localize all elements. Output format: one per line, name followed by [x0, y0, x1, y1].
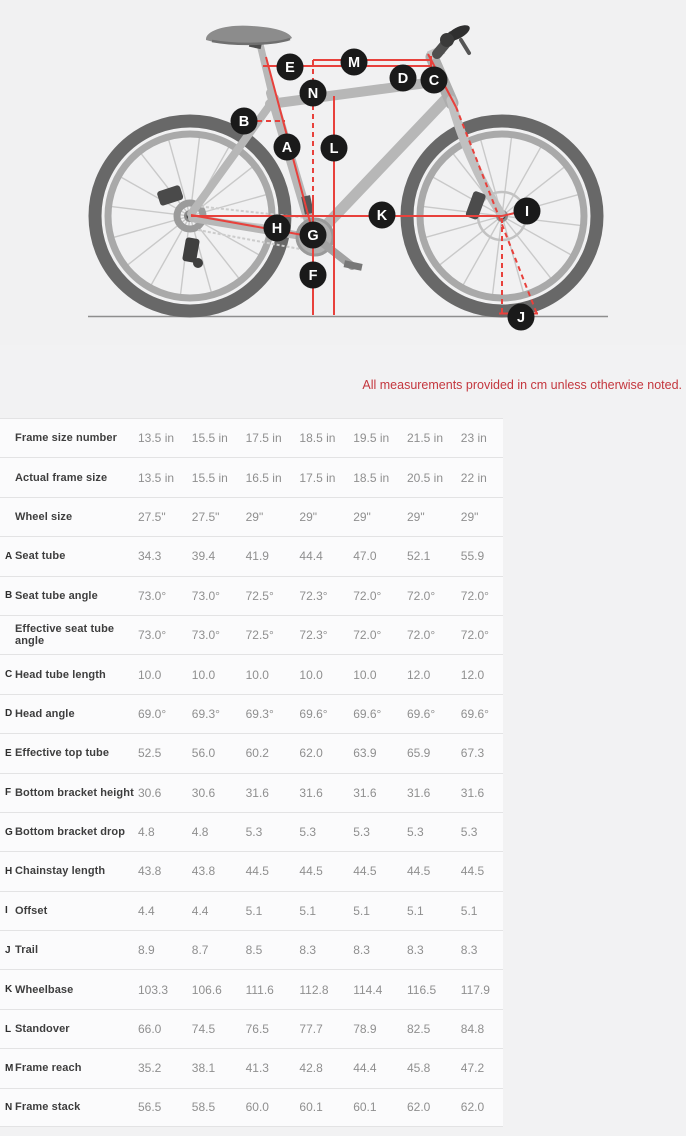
row-letter: G [5, 826, 13, 838]
table-row [0, 457, 503, 496]
row-label: Seat tube [15, 550, 66, 563]
row-letter: H [5, 865, 13, 877]
row-label: Frame stack [15, 1101, 81, 1114]
row-value: 112.8 [299, 982, 329, 997]
row-value: 44.5 [353, 864, 377, 879]
row-value: 44.5 [299, 864, 323, 879]
row-value: 31.6 [353, 785, 377, 800]
row-value: 13.5 in [138, 470, 175, 485]
diagram-label-text-C: C [428, 73, 440, 90]
row-value: 15.5 in [191, 470, 228, 485]
table-row [0, 969, 503, 1008]
row-value: 31.6 [406, 785, 431, 800]
row-value: 19.5 in [353, 431, 390, 446]
row-label: Frame size number [15, 432, 117, 445]
row-value: 44.4 [299, 549, 323, 564]
diagram-label-text-M: M [347, 55, 361, 72]
row-value: 63.9 [353, 746, 377, 761]
row-value: 5.1 [353, 903, 370, 918]
row-value: 23 in [460, 431, 487, 446]
diagram-label-text-G: G [307, 228, 319, 245]
row-value: 45.8 [406, 1061, 431, 1076]
row-value: 82.5 [406, 1022, 431, 1037]
row-value: 5.3 [299, 825, 317, 840]
row-letter: J [5, 944, 11, 956]
bike-geometry-diagram [0, 0, 686, 345]
row-value: 72.5° [245, 588, 274, 603]
row-value: 21.5 in [406, 431, 444, 446]
row-value: 52.1 [406, 549, 431, 564]
row-value: 35.2 [138, 1061, 162, 1076]
row-value: 76.5 [245, 1022, 269, 1037]
row-value: 111.6 [245, 982, 274, 997]
row-value: 4.8 [138, 825, 155, 840]
diagram-label-text-F: F [308, 268, 318, 285]
row-label: Seat tube angle [15, 589, 98, 602]
row-value: 38.1 [191, 1061, 216, 1076]
measurement-note-row [0, 345, 686, 418]
row-letter: C [5, 669, 13, 681]
row-value: 8.3 [460, 943, 478, 958]
row-value: 8.9 [138, 943, 155, 958]
row-value: 72.0° [460, 588, 489, 603]
row-value: 29" [406, 509, 425, 524]
row-value: 10.0 [353, 667, 377, 682]
diagram-label-text-B: B [238, 114, 250, 131]
row-value: 27.5" [138, 509, 166, 524]
diagram-label-text-I: I [524, 204, 530, 221]
row-value: 5.1 [460, 903, 478, 918]
row-label: Effective seat tube angle [15, 623, 115, 648]
row-value: 5.1 [406, 903, 424, 918]
row-value: 5.3 [245, 825, 263, 840]
row-value: 72.3° [299, 588, 328, 603]
row-label: Frame reach [15, 1062, 82, 1075]
row-label: Chainstay length [15, 865, 106, 878]
row-value: 13.5 in [138, 431, 175, 446]
row-value: 8.3 [406, 943, 424, 958]
row-value: 114.4 [353, 982, 383, 997]
row-value: 41.3 [245, 1061, 269, 1076]
table-row [0, 812, 503, 851]
table-row [0, 576, 503, 615]
row-value: 72.0° [460, 628, 489, 643]
row-value: 29" [245, 509, 264, 524]
row-value: 60.1 [353, 1100, 377, 1115]
row-value: 77.7 [299, 1022, 323, 1037]
table-row [0, 773, 503, 812]
line-chainstay [191, 215, 314, 237]
row-value: 4.4 [138, 903, 155, 918]
row-value: 12.0 [460, 667, 485, 682]
row-value: 47.2 [460, 1061, 485, 1076]
table-row [0, 1088, 503, 1127]
row-label: Standover [15, 1023, 70, 1036]
row-label: Bottom bracket drop [15, 826, 126, 839]
row-label: Offset [15, 904, 48, 917]
row-value: 72.0° [406, 628, 436, 643]
row-value: 29" [353, 509, 371, 524]
row-value: 39.4 [191, 549, 216, 564]
diagram-label-text-A: A [281, 140, 293, 157]
row-value: 60.0 [245, 1100, 269, 1115]
row-value: 69.6° [460, 706, 489, 721]
row-value: 15.5 in [191, 431, 228, 446]
row-value: 44.5 [406, 864, 431, 879]
row-value: 16.5 in [245, 470, 282, 485]
row-value: 58.5 [191, 1100, 216, 1115]
row-value: 29" [460, 509, 479, 524]
diagram-label-text-N: N [307, 86, 319, 103]
row-value: 78.9 [353, 1022, 377, 1037]
row-value: 73.0° [138, 628, 167, 643]
row-label: Wheelbase [15, 983, 74, 996]
row-value: 72.5° [245, 628, 274, 643]
row-value: 10.0 [191, 667, 216, 682]
row-value: 29" [299, 509, 317, 524]
row-value: 69.6° [299, 706, 328, 721]
row-value: 67.3 [460, 746, 485, 761]
row-value: 17.5 in [299, 470, 336, 485]
row-value: 106.6 [191, 982, 222, 997]
row-value: 116.5 [406, 982, 437, 997]
row-value: 4.4 [191, 903, 209, 918]
row-value: 42.8 [299, 1061, 323, 1076]
row-letter: E [5, 747, 12, 759]
row-value: 31.6 [299, 785, 323, 800]
row-letter: A [5, 550, 13, 562]
row-value: 72.0° [353, 628, 382, 643]
row-value: 72.0° [353, 588, 382, 603]
row-letter: K [5, 984, 13, 996]
row-value: 8.3 [299, 943, 317, 958]
row-value: 8.3 [353, 943, 370, 958]
row-value: 73.0° [138, 588, 167, 603]
row-value: 56.0 [191, 746, 216, 761]
diagram-label-text-H: H [271, 221, 283, 238]
table-row [0, 418, 503, 457]
row-value: 10.0 [299, 667, 323, 682]
row-value: 10.0 [138, 667, 162, 682]
row-value: 5.1 [245, 903, 263, 918]
row-value: 72.0° [406, 588, 436, 603]
row-value: 69.0° [138, 706, 167, 721]
row-value: 44.5 [460, 864, 485, 879]
row-value: 30.6 [138, 785, 162, 800]
row-label: Effective top tube [15, 747, 110, 760]
row-value: 62.0 [460, 1100, 485, 1115]
row-value: 84.8 [460, 1022, 485, 1037]
row-value: 8.5 [245, 943, 263, 958]
row-label: Head tube length [15, 668, 106, 681]
table-row [0, 536, 503, 575]
row-value: 117.9 [460, 982, 490, 997]
row-value: 65.9 [406, 746, 431, 761]
row-value: 73.0° [191, 628, 220, 643]
table-row [0, 1048, 503, 1087]
row-value: 44.5 [245, 864, 269, 879]
row-value: 5.3 [406, 825, 424, 840]
table-row [0, 1009, 503, 1048]
diagram-label-text-L: L [329, 141, 339, 158]
table-row [0, 615, 503, 654]
row-value: 73.0° [191, 588, 220, 603]
row-value: 62.0 [299, 746, 323, 761]
row-letter: N [5, 1101, 13, 1113]
geometry-table [0, 418, 503, 1127]
row-value: 66.0 [138, 1022, 162, 1037]
row-letter: M [5, 1062, 14, 1074]
row-value: 43.8 [138, 864, 162, 879]
table-row [0, 851, 503, 890]
row-value: 55.9 [460, 549, 485, 564]
handlebar-stem [427, 22, 472, 60]
row-value: 74.5 [191, 1022, 216, 1037]
row-letter: D [5, 708, 13, 720]
row-value: 5.3 [460, 825, 478, 840]
row-value: 30.6 [191, 785, 216, 800]
row-value: 34.3 [138, 549, 162, 564]
row-value: 47.0 [353, 549, 377, 564]
table-row [0, 930, 503, 969]
row-value: 41.9 [245, 549, 269, 564]
row-letter: I [5, 905, 8, 917]
row-value: 69.6° [406, 706, 436, 721]
row-value: 56.5 [138, 1100, 162, 1115]
row-value: 69.6° [353, 706, 382, 721]
row-value: 20.5 in [406, 470, 444, 485]
row-label: Bottom bracket height [15, 786, 134, 799]
diagram-label-text-E: E [285, 60, 295, 77]
row-value: 69.3° [245, 706, 274, 721]
row-label: Trail [15, 944, 39, 957]
row-value: 69.3° [191, 706, 220, 721]
saddle [206, 26, 292, 49]
row-value: 31.6 [460, 785, 485, 800]
diagram-label-text-J: J [516, 310, 526, 327]
diagram-label-text-D: D [397, 71, 409, 88]
row-value: 52.5 [138, 746, 162, 761]
measurement-note: All measurements provided in cm unless otherwise noted. [362, 378, 682, 392]
row-value: 27.5" [191, 509, 220, 524]
row-letter: B [5, 590, 13, 602]
row-value: 62.0 [406, 1100, 431, 1115]
table-row [0, 694, 503, 733]
row-value: 4.8 [191, 825, 209, 840]
row-value: 44.4 [353, 1061, 377, 1076]
row-value: 72.3° [299, 628, 328, 643]
table-row [0, 733, 503, 772]
row-value: 22 in [460, 470, 487, 485]
row-value: 8.7 [191, 943, 209, 958]
table-row [0, 654, 503, 693]
table-row [0, 497, 503, 536]
row-value: 43.8 [191, 864, 216, 879]
row-value: 103.3 [138, 982, 169, 997]
row-value: 10.0 [245, 667, 269, 682]
row-value: 12.0 [406, 667, 431, 682]
row-letter: F [5, 787, 12, 799]
row-value: 18.5 in [299, 431, 336, 446]
row-label: Head angle [15, 707, 75, 720]
row-label: Wheel size [15, 510, 73, 523]
brake-lever [461, 40, 469, 53]
row-value: 5.3 [353, 825, 370, 840]
row-value: 5.1 [299, 903, 317, 918]
bike-diagram-svg [0, 0, 686, 345]
row-letter: L [5, 1023, 12, 1035]
row-value: 31.6 [245, 785, 269, 800]
row-value: 60.1 [299, 1100, 323, 1115]
row-label: Actual frame size [15, 471, 108, 484]
row-value: 17.5 in [245, 431, 282, 446]
table-row [0, 891, 503, 930]
row-value: 60.2 [245, 746, 269, 761]
diagram-label-text-K: K [376, 208, 388, 225]
row-value: 18.5 in [353, 470, 390, 485]
